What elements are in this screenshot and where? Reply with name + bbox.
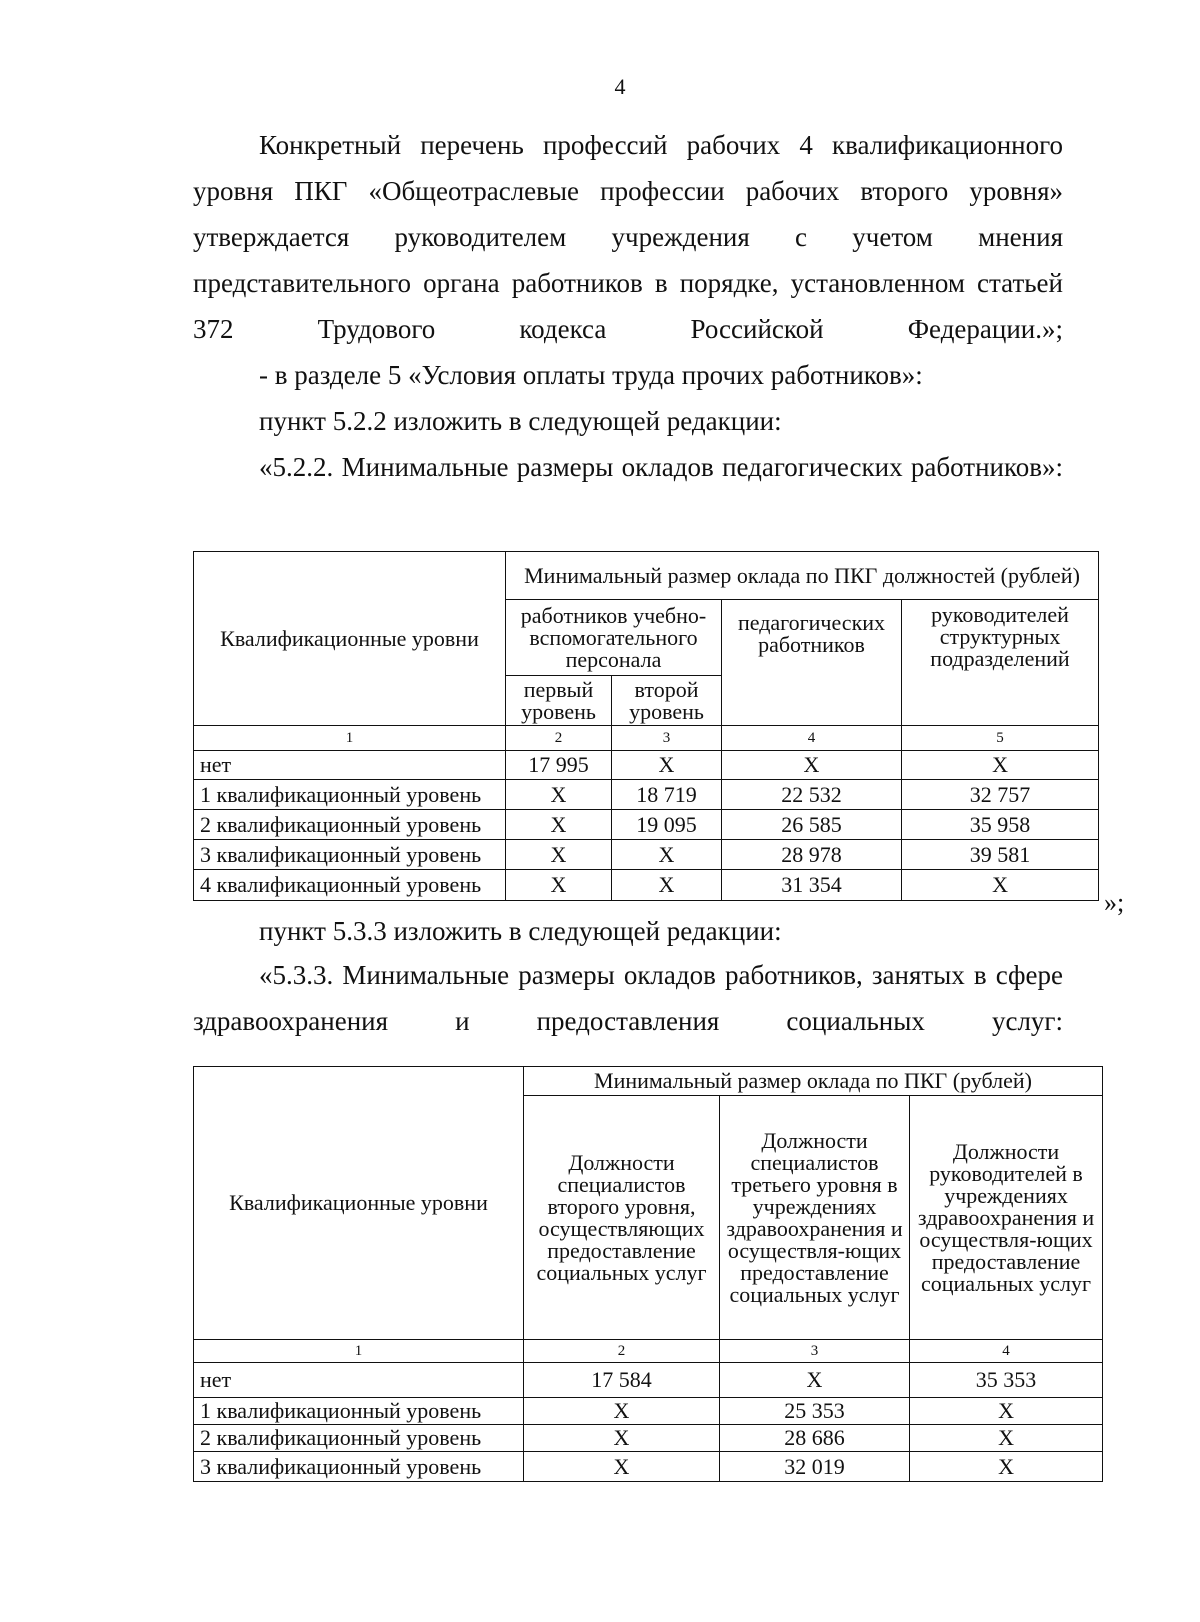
- table1-cell: X: [506, 870, 612, 901]
- paragraph-item-5-3-3: пункт 5.3.3 изложить в следующей редакции:: [259, 916, 782, 946]
- table1-cell: X: [506, 840, 612, 870]
- table-row: [194, 1363, 1103, 1398]
- table2-cell: X: [524, 1425, 720, 1452]
- table1-column-number: 2: [506, 726, 612, 751]
- paragraph-5-3-3-title: «5.3.3. Минимальные размеры окладов работников, занятых в сфере здравоохранения и предоставления социальных услуг:: [193, 960, 1063, 1036]
- table1-cell: 22 532: [722, 780, 902, 810]
- table1-column-number: 4: [722, 726, 902, 751]
- table2-header-managers: Должности руководителей в учреждениях здравоохранения и осуществля-ющих предоставление социальных услуг: [910, 1096, 1103, 1340]
- table1-cell: 19 095: [612, 810, 722, 840]
- table1-row-label: 3 квалификационный уровень: [194, 840, 506, 870]
- table1-cell: X: [506, 780, 612, 810]
- table2-column-number: 3: [720, 1340, 910, 1363]
- table-row: [194, 870, 1099, 901]
- table1-cell: X: [612, 751, 722, 780]
- table1-cell: X: [902, 751, 1099, 780]
- table2-cell: X: [524, 1398, 720, 1425]
- table1-cell: 35 958: [902, 810, 1099, 840]
- table1-header-second-level: второй уровень: [612, 676, 722, 726]
- table2-cell: 35 353: [910, 1363, 1103, 1398]
- table2-cell: X: [910, 1425, 1103, 1452]
- table1-cell: 26 585: [722, 810, 902, 840]
- table2-header-third-level-specialists: Должности специалистов третьего уровня в учреждениях здравоохранения и осуществля-ющих предоставление социальных услуг: [720, 1096, 910, 1340]
- table2-cell: X: [910, 1398, 1103, 1425]
- table2-column-number: 2: [524, 1340, 720, 1363]
- table1-row-label: 4 квалификационный уровень: [194, 870, 506, 901]
- table2-row-label: нет: [194, 1363, 524, 1398]
- table1-column-number: 1: [194, 726, 506, 751]
- table1-closing-quote: »;: [1104, 888, 1125, 917]
- table-row: [194, 1452, 1103, 1482]
- table1-header-support-staff: работников учебно-вспомогательного персонала: [506, 600, 722, 676]
- table1-header-qualification-levels: Квалификационные уровни: [194, 552, 506, 726]
- paragraph-profession-list: Конкретный перечень профессий рабочих 4 квалификационного уровня ПКГ «Общеотраслевые профессии рабочих второго уровня» утверждается руководителем учреждения с учетом мнения представительного органа работников в порядке, установленном статьей 372 Трудового кодекса Российской Федерации.»;: [193, 130, 1063, 344]
- paragraph-5-2-2-title: «5.2.2. Минимальные размеры окладов педагогических работников»:: [259, 452, 1063, 482]
- table2-row-label: 2 квалификационный уровень: [194, 1425, 524, 1452]
- table1-column-number: 5: [902, 726, 1099, 751]
- table1-cell: X: [506, 810, 612, 840]
- table2-row-label: 3 квалификационный уровень: [194, 1452, 524, 1482]
- table2-cell: 25 353: [720, 1398, 910, 1425]
- table2-cell: 28 686: [720, 1425, 910, 1452]
- table1-cell: X: [612, 870, 722, 901]
- table1-cell: X: [612, 840, 722, 870]
- table1-cell: 31 354: [722, 870, 902, 901]
- paragraph-section-5: - в разделе 5 «Условия оплаты труда прочих работников»:: [259, 360, 923, 390]
- table1-header-unit-heads: руководителей структурных подразделений: [902, 600, 1099, 726]
- table2-cell: X: [524, 1452, 720, 1482]
- table-row: [194, 1425, 1103, 1452]
- table1-cell: 17 995: [506, 751, 612, 780]
- table1-header-pedagogical-workers: педагогических работников: [722, 600, 902, 726]
- table2-cell: X: [720, 1363, 910, 1398]
- table2-row-label: 1 квалификационный уровень: [194, 1398, 524, 1425]
- table-row: [194, 810, 1099, 840]
- table-row: [194, 840, 1099, 870]
- table1-row-label: нет: [194, 751, 506, 780]
- table2-header-qualification-levels: Квалификационные уровни: [194, 1067, 524, 1340]
- table2-header-min-salary: Минимальный размер оклада по ПКГ (рублей): [524, 1067, 1103, 1096]
- table2-cell: 32 019: [720, 1452, 910, 1482]
- table-row: [194, 751, 1099, 780]
- table1-cell: 39 581: [902, 840, 1099, 870]
- table1-cell: 18 719: [612, 780, 722, 810]
- table1-header-first-level: первый уровень: [506, 676, 612, 726]
- table1-row-label: 2 квалификационный уровень: [194, 810, 506, 840]
- pedagogical-salary-table: [193, 551, 1099, 901]
- table1-header-min-salary: Минимальный размер оклада по ПКГ должностей (рублей): [506, 552, 1099, 600]
- table-row: [194, 1398, 1103, 1425]
- table-row: [194, 780, 1099, 810]
- table2-header-second-level-specialists: Должности специалистов второго уровня, осуществляющих предоставление социальных услуг: [524, 1096, 720, 1340]
- table1-cell: 32 757: [902, 780, 1099, 810]
- page-number: 4: [614, 74, 626, 99]
- healthcare-salary-table: [193, 1066, 1103, 1482]
- table1-cell: X: [722, 751, 902, 780]
- table2-cell: X: [910, 1452, 1103, 1482]
- table1-column-number: 3: [612, 726, 722, 751]
- table2-column-number: 4: [910, 1340, 1103, 1363]
- table1-row-label: 1 квалификационный уровень: [194, 780, 506, 810]
- table2-cell: 17 584: [524, 1363, 720, 1398]
- paragraph-item-5-2-2: пункт 5.2.2 изложить в следующей редакции:: [259, 406, 782, 436]
- table1-cell: 28 978: [722, 840, 902, 870]
- table1-cell: X: [902, 870, 1099, 901]
- table2-column-number: 1: [194, 1340, 524, 1363]
